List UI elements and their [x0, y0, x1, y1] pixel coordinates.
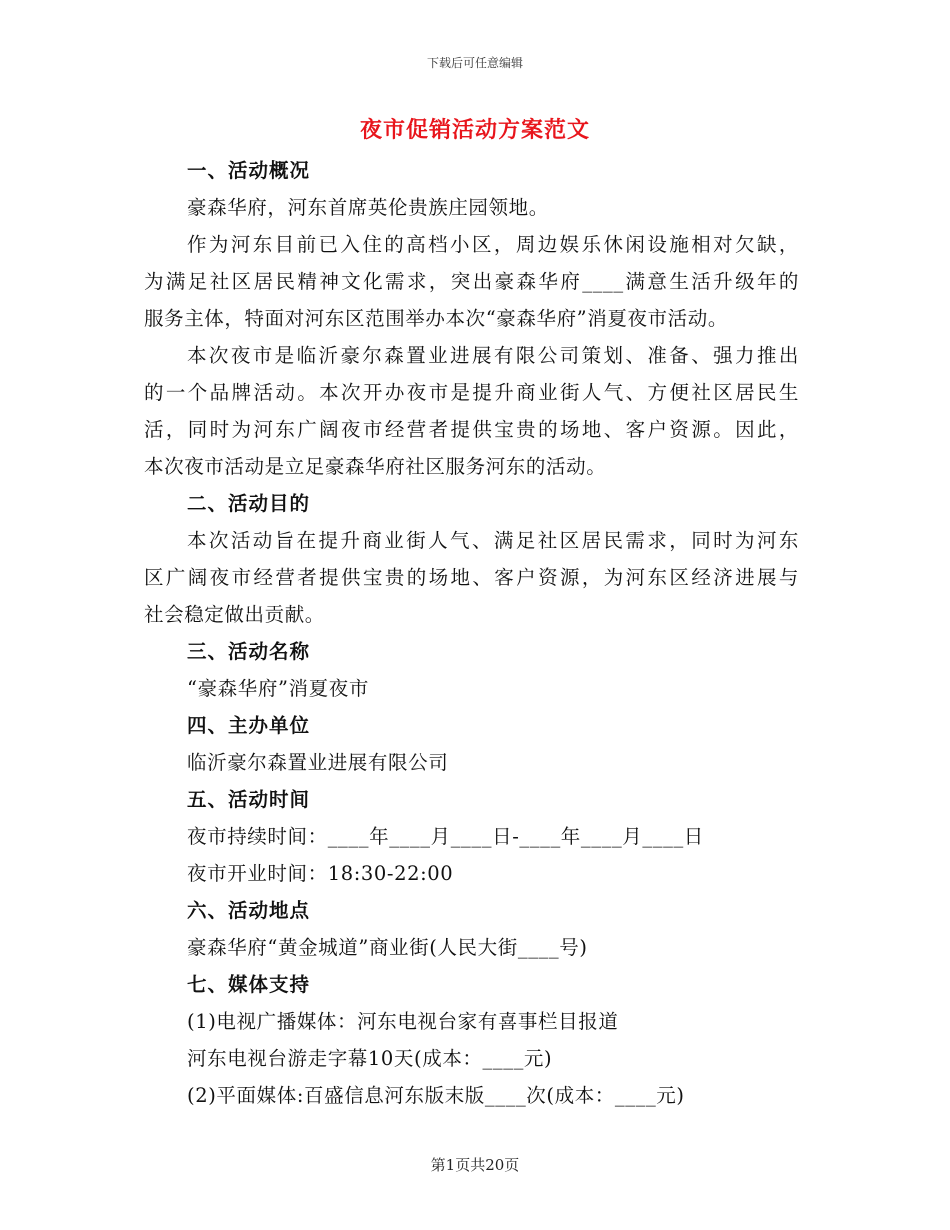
page-footer: 第1页共20页: [430, 1156, 520, 1174]
paragraph-line: (2)平面媒体:百盛信息河东版末版____次(成本：____元): [187, 1084, 685, 1107]
paragraph-line: 为满足社区居民精神文化需求，突出豪森华府____满意生活升级年的: [144, 270, 799, 293]
paragraph-line: “豪森华府”消夏夜市: [187, 677, 369, 700]
paragraph-line: (1)电视广播媒体：河东电视台家有喜事栏目报道: [187, 1010, 619, 1033]
paragraph-line: 区广阔夜市经营者提供宝贵的场地、客户资源，为河东区经济进展与: [144, 566, 799, 589]
document-body: [144, 152, 799, 1114]
paragraph-line: 本次活动旨在提升商业街人气、满足社区居民需求，同时为河东: [187, 529, 799, 552]
section-heading-media: 七、媒体支持: [187, 973, 311, 996]
section-heading-time: 五、活动时间: [187, 788, 311, 811]
section-heading-location: 六、活动地点: [187, 899, 311, 922]
paragraph-line: 作为河东目前已入住的高档小区，周边娱乐休闲设施相对欠缺，: [187, 233, 799, 256]
paragraph-line: 临沂豪尔森置业进展有限公司: [187, 751, 449, 774]
section-heading-name: 三、活动名称: [187, 640, 311, 663]
paragraph-line: 服务主体，特面对河东区范围举办本次“豪森华府”消夏夜市活动。: [144, 307, 728, 330]
paragraph-line: 豪森华府，河东首席英伦贵族庄园领地。: [187, 196, 549, 219]
paragraph-line: 河东电视台游走字幕10天(成本：____元): [187, 1047, 553, 1070]
page-header: 下载后可任意编辑: [426, 56, 523, 70]
paragraph-line: 社会稳定做出贡献。: [144, 603, 325, 626]
paragraph-line: 的一个品牌活动。本次开办夜市是提升商业街人气、方便社区居民生: [144, 381, 799, 404]
paragraph-line: 夜市持续时间：____年____月____日-____年____月____日: [187, 825, 704, 848]
paragraph-line: 本次夜市活动是立足豪森华府社区服务河东的活动。: [144, 455, 607, 478]
section-heading-purpose: 二、活动目的: [187, 492, 311, 515]
paragraph-line: 夜市开业时间：18:30-22:00: [187, 862, 454, 885]
section-heading-organizer: 四、主办单位: [187, 714, 311, 737]
document-title: 夜市促销活动方案范文: [359, 117, 590, 143]
section-heading-overview: 一、活动概况: [187, 159, 311, 182]
paragraph-line: 本次夜市是临沂豪尔森置业进展有限公司策划、准备、强力推出: [187, 344, 799, 367]
paragraph-line: 活，同时为河东广阔夜市经营者提供宝贵的场地、客户资源。因此，: [144, 418, 799, 441]
paragraph-line: 豪森华府“黄金城道”商业街(人民大街____号): [187, 936, 588, 959]
